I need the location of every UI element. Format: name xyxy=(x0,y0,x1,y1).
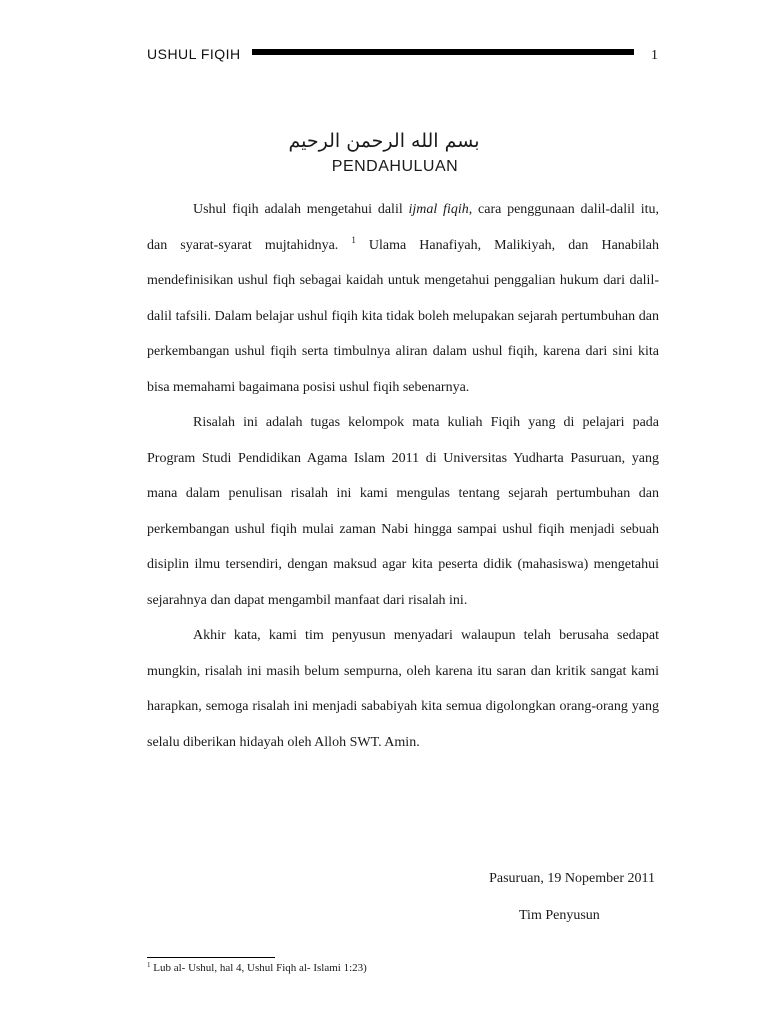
paragraph-3: Akhir kata, kami tim penyusun menyadari walaupun telah berusaha sedapat mungkin, risalah ini masih belum sempurna, oleh karena itu saran dan kritik sangat kami harapkan, semoga risalah ini menjadi sababiyah kita semua digolongkan orang-orang yang selalu diberikan hidayah oleh Alloh SWT. Amin. xyxy=(147,628,659,750)
paragraph-2: Risalah ini adalah tugas kelompok mata kuliah Fiqih yang di pelajari pada Program Studi Pendidikan Agama Islam 2011 di Universitas Yudharta Pasuruan, yang mana dalam penulisan risalah ini kami mengulas tentang sejarah pertumbuhan dan perkembangan ushul fiqih mulai zaman Nabi hingga sampai ushul fiqih menjadi sebuah disiplin ilmu tersendiri, dengan maksud agar kita peserta didik (mahasiswa) mengetahui sejarahnya dan dapat mengambil manfaat dari risalah ini. xyxy=(147,415,659,608)
footnote xyxy=(147,962,367,974)
page-title: PENDAHULUAN xyxy=(331,158,459,175)
basmala: بسم الله الرحمن الرحيم xyxy=(288,130,480,152)
body-text xyxy=(147,192,659,760)
footnote-rule xyxy=(147,957,275,958)
running-header-title: USHUL FIQIH xyxy=(147,46,241,62)
closing-place-date: Pasuruan, 19 Nopember 2011 xyxy=(489,871,655,886)
page-number: 1 xyxy=(651,48,658,63)
footnote-ref[interactable]: 1 xyxy=(351,234,356,245)
paragraph-1: Ushul fiqih adalah mengetahui dalil ijmal fiqih, cara penggunaan dalil-dalil itu, dan syarat-syarat mujtahidnya. $^1$ Ulama Hanafiyah, Malikiyah, dan Hanabilah mendefinisikan ushul fiqh sebagai kaidah untuk mengetahui penggalian hukum dari dalil-dalil tafsili. Dalam belajar ushul fiqih kita tidak boleh melupakan sejarah pertumbuhan dan perkembangan ushul fiqih serta timbulnya aliran dalam ushul fiqih, karena dari sini kita bisa memahami bagaimana posisi ushul fiqih sebenarnya. xyxy=(147,202,659,395)
closing-signature: Tim Penyusun xyxy=(519,908,600,923)
footnote-marker: 1 xyxy=(147,961,151,969)
italic-term: ijmal fiqih xyxy=(408,202,469,217)
header-rule xyxy=(252,49,634,55)
footnote-text: Lub al- Ushul, hal 4, Ushul Fiqh al- Islami 1:23) xyxy=(150,962,367,974)
